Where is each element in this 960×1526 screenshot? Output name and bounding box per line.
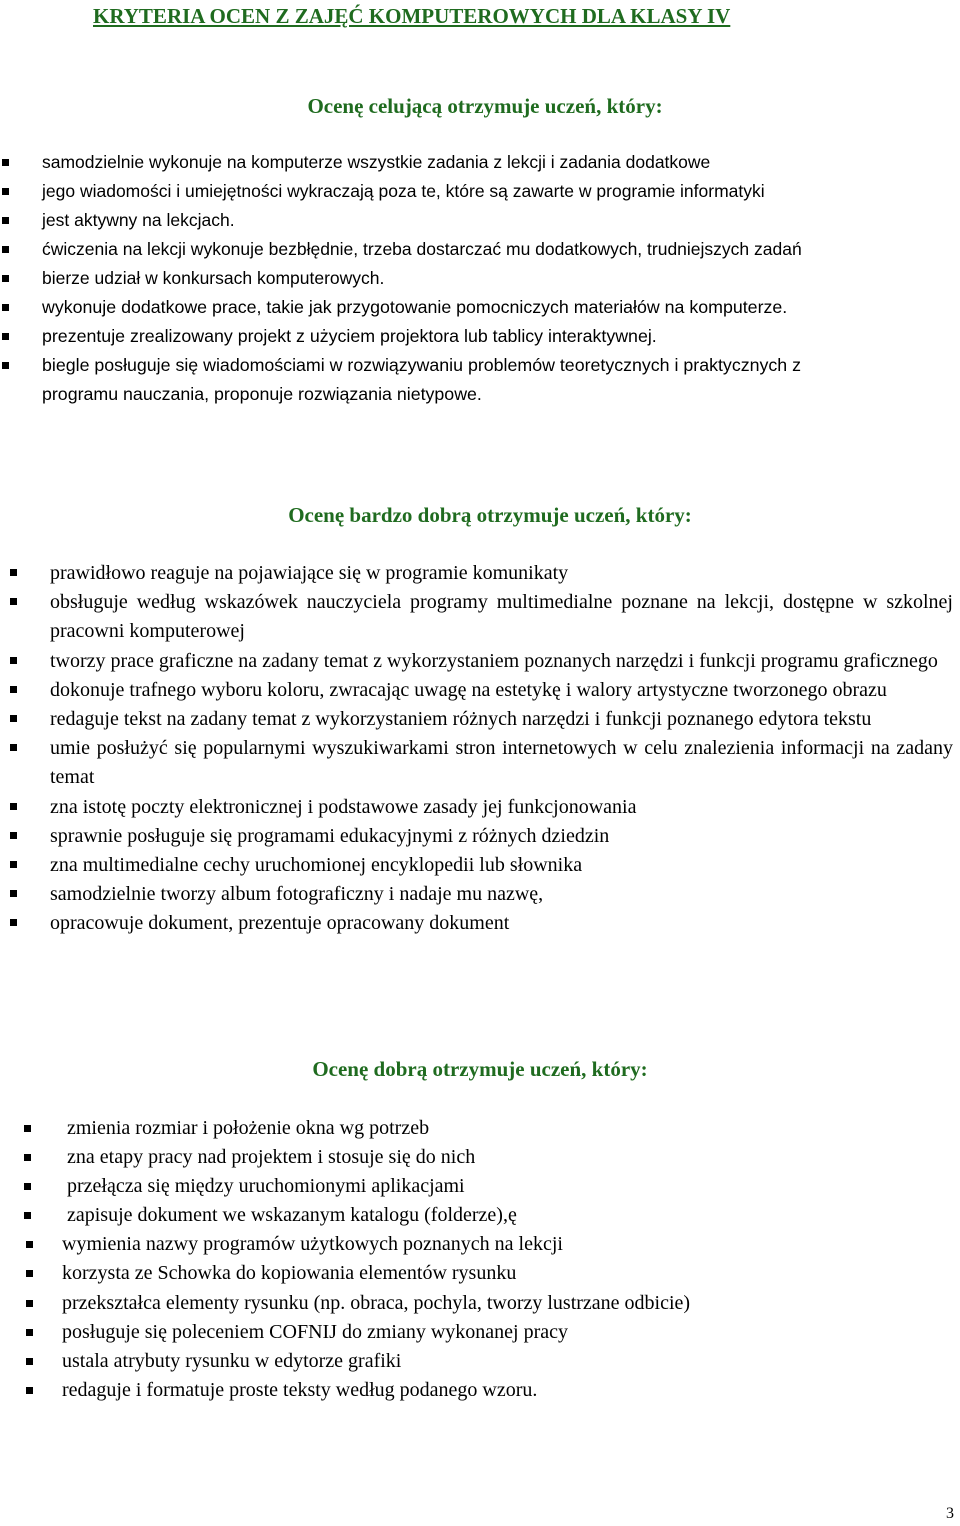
- square-bullet-icon: [24, 1154, 31, 1161]
- list-item: samodzielnie tworzy album fotograficzny i nadaje mu nazwę,: [0, 880, 953, 909]
- list-item: dokonuje trafnego wyboru koloru, zwracając uwagę na estetykę i walory artystyczne tworzonego obrazu: [0, 676, 953, 705]
- square-bullet-icon: [26, 1270, 33, 1277]
- square-bullet-icon: [10, 686, 17, 693]
- list-item: opracowuje dokument, prezentuje opracowany dokument: [0, 909, 953, 938]
- square-bullet-icon: [24, 1183, 31, 1190]
- square-bullet-icon: [2, 217, 9, 224]
- square-bullet-icon: [10, 890, 17, 897]
- list-item: tworzy prace graficzne na zadany temat z wykorzystaniem poznanych narzędzi i funkcji programu graficznego: [0, 647, 953, 676]
- square-bullet-icon: [2, 333, 9, 340]
- list-item: prezentuje zrealizowany projekt z użyciem projektora lub tablicy interaktywnej.: [0, 322, 960, 351]
- list-item: redaguje i formatuje proste teksty według podanego wzoru.: [0, 1376, 960, 1405]
- criteria-list-dobra: [0, 1114, 960, 1405]
- square-bullet-icon: [10, 569, 17, 576]
- list-item: jest aktywny na lekcjach.: [0, 206, 960, 235]
- square-bullet-icon: [10, 715, 17, 722]
- criteria-list-bardzo-dobra: [0, 559, 960, 939]
- list-item: zna istotę poczty elektronicznej i podstawowe zasady jej funkcjonowania: [0, 793, 953, 822]
- list-item: zna multimedialne cechy uruchomionej encyklopedii lub słownika: [0, 851, 953, 880]
- list-item: korzysta ze Schowka do kopiowania elementów rysunku: [0, 1259, 960, 1288]
- section-heading-dobra: Ocenę dobrą otrzymuje uczeń, który:: [312, 1057, 648, 1081]
- list-item: przekształca elementy rysunku (np. obraca, pochyla, tworzy lustrzane odbicie): [0, 1289, 960, 1318]
- list-item: przełącza się między uruchomionymi aplikacjami: [0, 1172, 960, 1201]
- list-item: zmienia rozmiar i położenie okna wg potrzeb: [0, 1114, 960, 1143]
- section-heading-bardzo-dobra: Ocenę bardzo dobrą otrzymuje uczeń, który:: [288, 503, 692, 527]
- list-item: wykonuje dodatkowe prace, takie jak przygotowanie pomocniczych materiałów na komputerze.: [0, 293, 872, 322]
- list-item: zapisuje dokument we wskazanym katalogu (folderze),ę: [0, 1201, 960, 1230]
- list-item: prawidłowo reaguje na pojawiające się w programie komunikaty: [0, 559, 953, 588]
- criteria-list-celujaca: [0, 148, 960, 409]
- square-bullet-icon: [24, 1212, 31, 1219]
- list-item: obsługuje według wskazówek nauczyciela programy multimedialne poznane na lekcji, dostępne w szkolnej pracowni komputerowej: [0, 588, 953, 646]
- square-bullet-icon: [10, 803, 17, 810]
- list-item: samodzielnie wykonuje na komputerze wszystkie zadania z lekcji i zadania dodatkowe: [0, 148, 960, 177]
- list-item: umie posłużyć się popularnymi wyszukiwarkami stron internetowych w celu znalezienia informacji na zadany temat: [0, 734, 953, 792]
- list-item: sprawnie posługuje się programami edukacyjnymi z różnych dziedzin: [0, 822, 953, 851]
- list-item: ustala atrybuty rysunku w edytorze grafiki: [0, 1347, 960, 1376]
- list-item: jego wiadomości i umiejętności wykraczają poza te, które są zawarte w programie informatyki: [0, 177, 960, 206]
- square-bullet-icon: [24, 1125, 31, 1132]
- square-bullet-icon: [10, 861, 17, 868]
- square-bullet-icon: [26, 1387, 33, 1394]
- square-bullet-icon: [10, 657, 17, 664]
- square-bullet-icon: [2, 159, 9, 166]
- square-bullet-icon: [2, 188, 9, 195]
- square-bullet-icon: [26, 1300, 33, 1307]
- square-bullet-icon: [2, 304, 9, 311]
- square-bullet-icon: [10, 919, 17, 926]
- list-item: redaguje tekst na zadany temat z wykorzystaniem różnych narzędzi i funkcji poznanego edytora tekstu: [0, 705, 953, 734]
- section-heading-celujaca: Ocenę celującą otrzymuje uczeń, który:: [307, 94, 663, 118]
- square-bullet-icon: [26, 1329, 33, 1336]
- square-bullet-icon: [26, 1241, 33, 1248]
- list-item: bierze udział w konkursach komputerowych.: [0, 264, 960, 293]
- square-bullet-icon: [26, 1358, 33, 1365]
- list-item: posługuje się poleceniem COFNIJ do zmiany wykonanej pracy: [0, 1318, 960, 1347]
- square-bullet-icon: [10, 744, 17, 751]
- square-bullet-icon: [2, 275, 9, 282]
- list-item: ćwiczenia na lekcji wykonuje bezbłędnie, trzeba dostarczać mu dodatkowych, trudniejszych zadań: [0, 235, 947, 264]
- square-bullet-icon: [2, 362, 9, 369]
- square-bullet-icon: [10, 832, 17, 839]
- list-item: zna etapy pracy nad projektem i stosuje się do nich: [0, 1143, 960, 1172]
- document-title: KRYTERIA OCEN Z ZAJĘĆ KOMPUTEROWYCH DLA KLASY IV: [93, 4, 731, 28]
- page-number: 3: [946, 1505, 954, 1522]
- square-bullet-icon: [10, 598, 17, 605]
- list-item: biegle posługuje się wiadomościami w rozwiązywaniu problemów teoretycznych i praktycznych z programu nauczania, proponuje rozwiązania nietypowe.: [0, 351, 882, 409]
- list-item: wymienia nazwy programów użytkowych poznanych na lekcji: [0, 1230, 960, 1259]
- square-bullet-icon: [2, 246, 9, 253]
